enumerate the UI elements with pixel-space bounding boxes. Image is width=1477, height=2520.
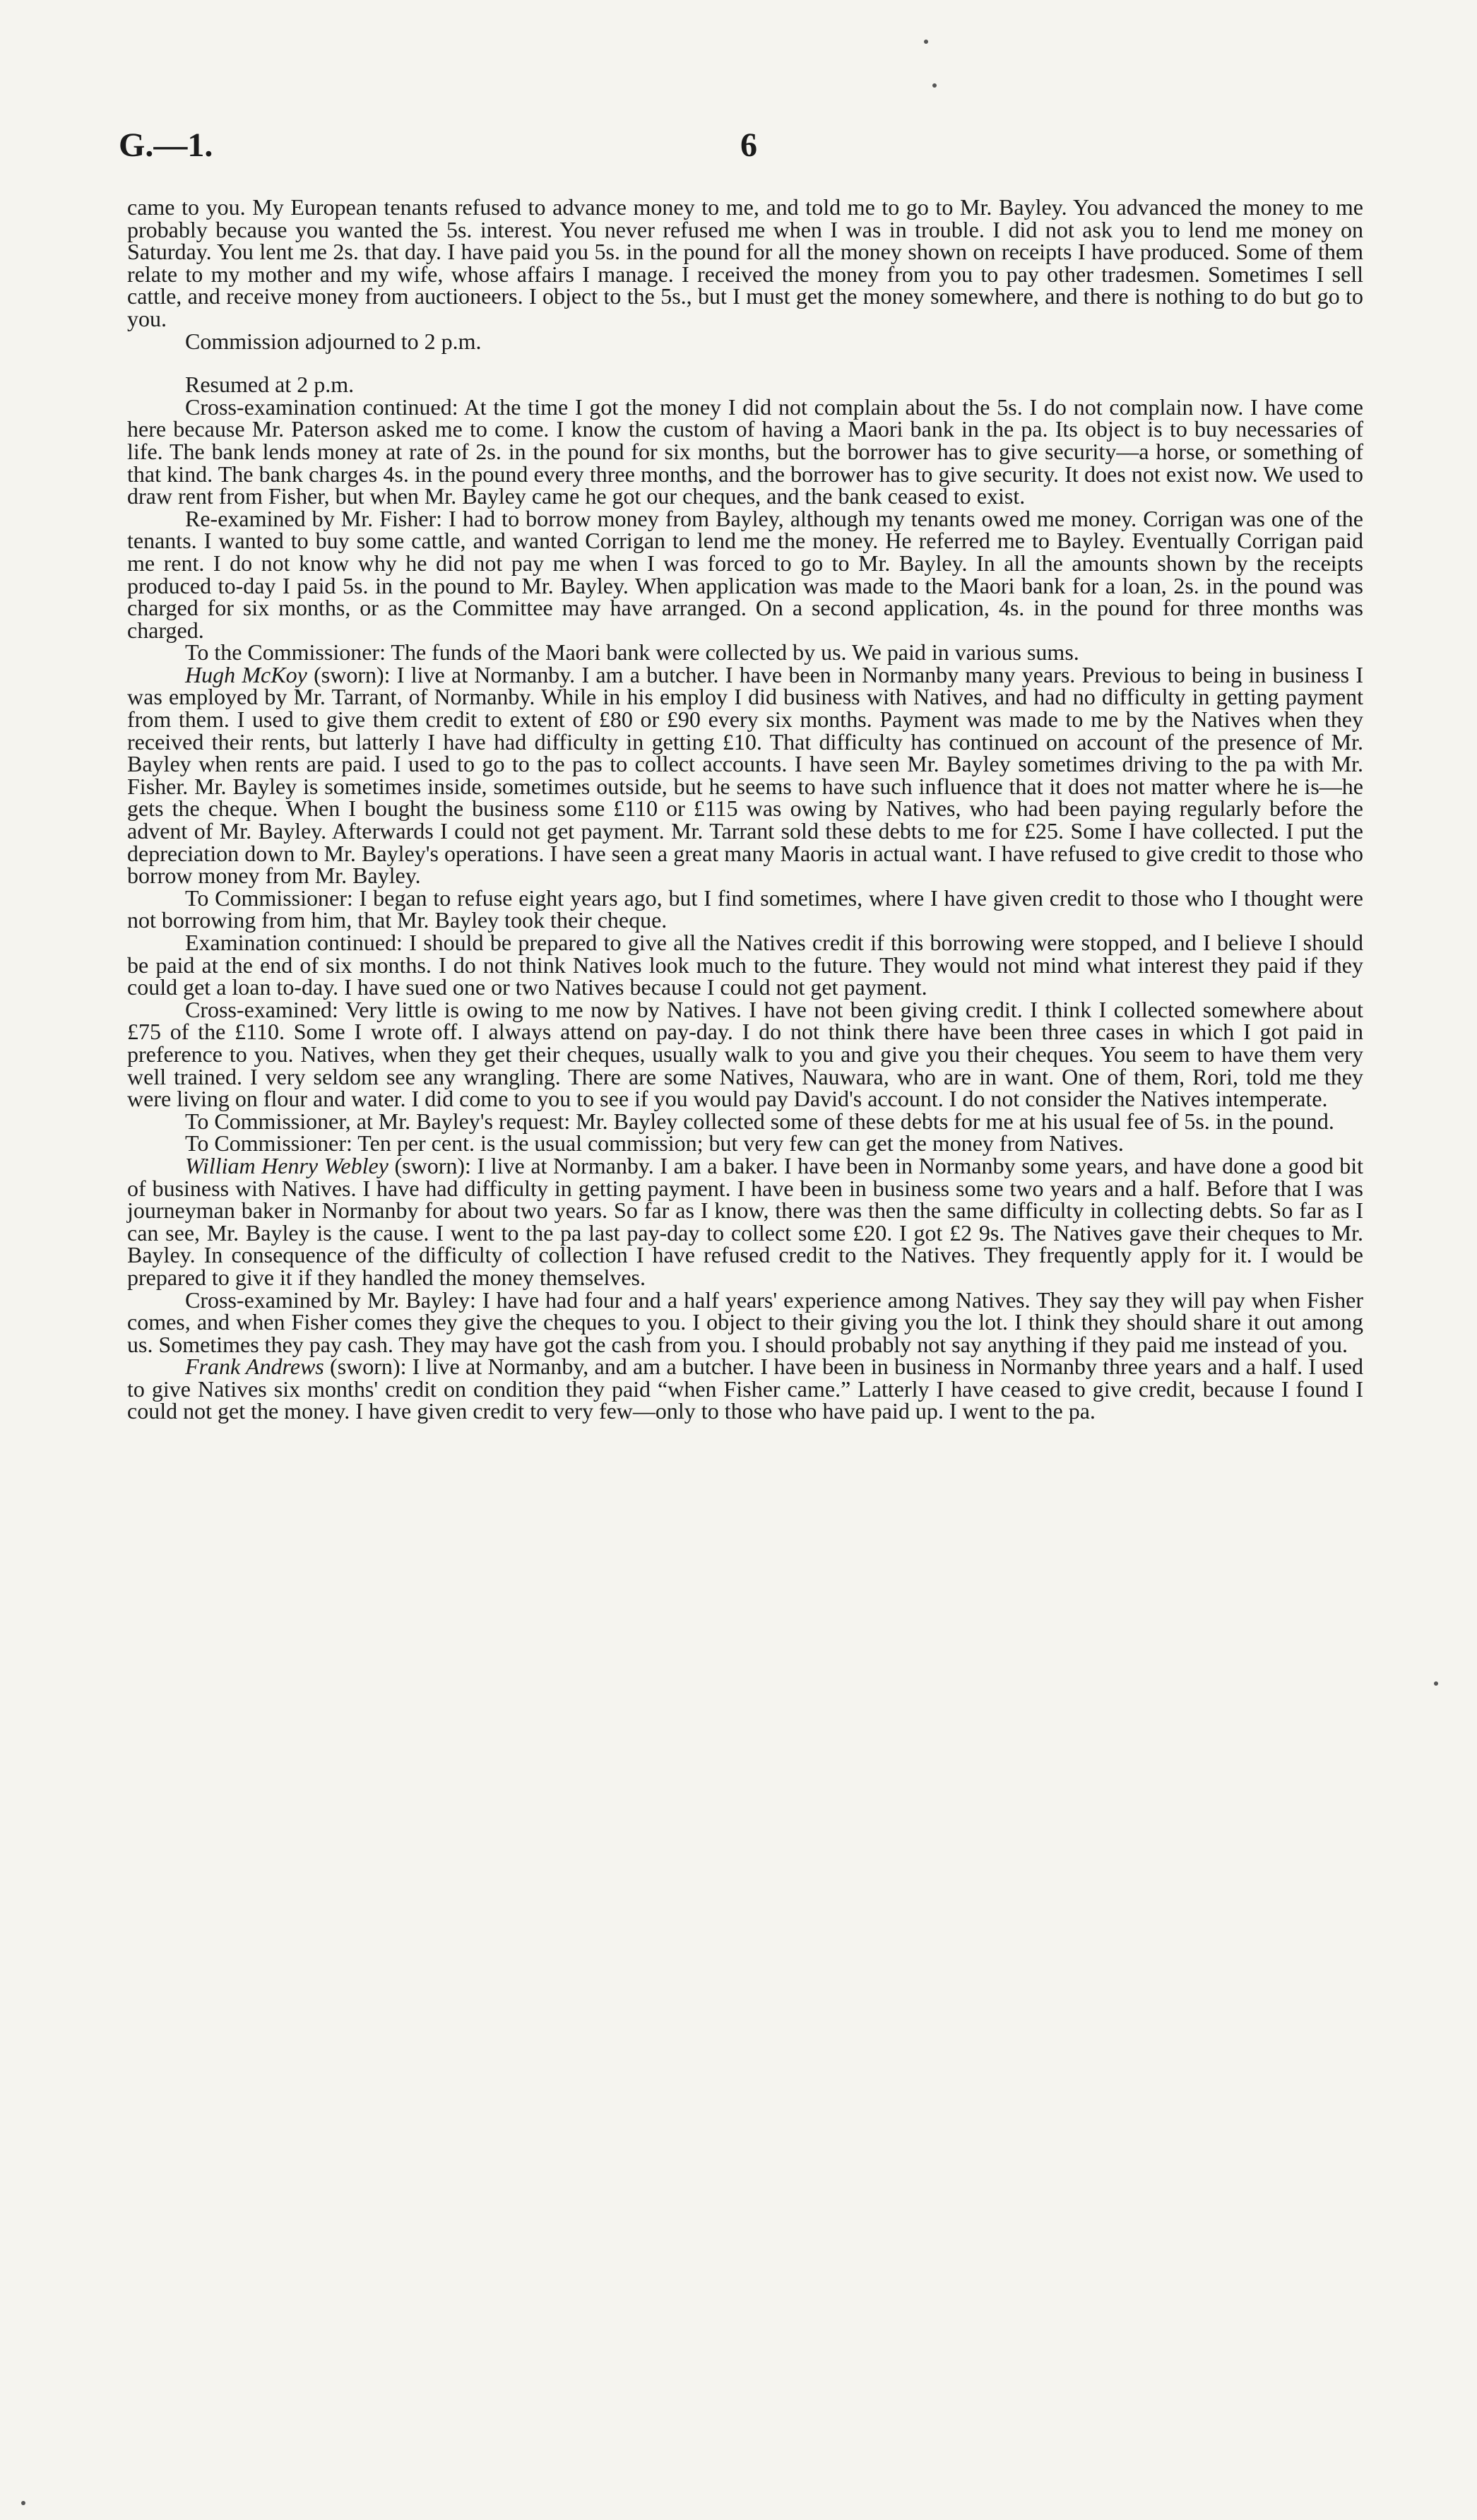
- document-body: [127, 196, 1363, 1423]
- paragraph: Examination continued: I should be prepared to give all the Natives credit if this borrowing were stopped, and I believe I should be paid at the end of six months. I do not think Natives look much to the future. They would not mind what interest they paid if they could get a loan to-day. I have sued one or two Natives because I could not get payment.: [127, 930, 1363, 1000]
- witness-paragraph: [127, 661, 1364, 889]
- witness-testimony: (sworn): I live at Normanby. I am a butcher. I have been in Normanby many years. Previous to being in business I was employed by Mr. Tarrant, of Normanby. While in his employ I did business with Natives, and had no difficulty in getting payment from them. I used to give them credit to extent of £80 or £90 every six months. Payment was made to me by the Natives when they received their rents, but latterly I have had difficulty in getting £10. That difficulty has continued on account of the presence of Mr. Bayley when rents are paid. I used to go to the pas to collect accounts. I have seen Mr. Bayley sometimes driving to the pa with Mr. Fisher. Mr. Bayley is sometimes inside, sometimes outside, but he seems to have such influence that it does not matter where he is—he gets the cheque. When I bought the business some £110 or £115 was owing by Natives, who had been paying regularly before the advent of Mr. Bayley. Afterwards I could not get payment. Mr. Tarrant sold these debts to me for £25. Some I have collected. I put the depreciation down to Mr. Bayley's operations. I have seen a great many Maoris in actual want. I have refused to give credit to those who borrow money from Mr. Bayley.: [127, 661, 1364, 889]
- paragraph: Cross-examination continued: At the time I got the money I did not complain about the 5s. I do not complain now. I have come here because Mr. Paterson asked me to come. I know the custom of having a Maori bank in the pa. Its object is to buy necessaries of life. The bank lends money at rate of 2s. in the pound for six months, but the borrower has to give security—a horse, or something of that kind. The bank charges 4s. in the pound every three months, and the borrower has to give security. It does not exist now. We used to draw rent from Fisher, but when Mr. Bayley came he got our cheques, and the bank ceased to exist.: [127, 394, 1363, 509]
- paragraph: Cross-examined: Very little is owing to me now by Natives. I have not been giving credit. I think I collected somewhere about £75 of the £110. Some I wrote off. I always attend on pay-day. I do not think there have been three cases in which I got paid in preference to you. Natives, when they get their cheques, usually walk to you and give you their cheques. You seem to have them very well trained. I very seldom see any wrangling. There are some Natives, Nauwara, who are in want. One of them, Rori, told me they were living on flour and water. I did come to you to see if you would pay David's account. I do not consider the Natives intemperate.: [127, 996, 1363, 1112]
- paragraph: Resumed at 2 p.m.: [185, 372, 355, 398]
- paragraph: Cross-examined by Mr. Bayley: I have had four and a half years' experience among Natives. They say they will pay when Fisher comes, and when Fisher comes they give the cheques to you. I object to their giving you the lot. I think they should share it out among us. Sometimes they pay cash. They may have got the cash from you. I should probably not say anything if they paid me instead of you.: [127, 1286, 1363, 1357]
- witness-testimony: (sworn): I live at Normanby. I am a baker. I have been in Normanby some years, and have done a good bit of business with Natives. I have had difficulty in getting payment. I have been in business some two years and a half. Before that I was journeyman baker in Normanby for about two years. So far as I know, there was then the same difficulty in collecting debts. So far as I can see, Mr. Bayley is the cause. I went to the pa last pay-day to collect some £20. I got £2 9s. The Natives gave their cheques to Mr. Bayley. In consequence of the difficulty of collection I have refused credit to the Natives. They frequently apply for it. I would be prepared to give it if they handled the money themselves.: [127, 1152, 1364, 1290]
- witness-paragraph: [127, 1356, 1363, 1423]
- page-number: 6: [740, 126, 757, 164]
- paragraph: came to you. My European tenants refused to advance money to me, and told me to go to Mr. Bayley. You advanced the money to me probably because you wanted the 5s. interest. You never refused me when I was in trouble. I did not ask you to lend me money on Saturday. You lent me 2s. that day. I have paid you 5s. in the pound for all the money shown on receipts I have produced. Some of them relate to my mother and my wife, whose affairs I manage. I received the money from you to pay other tradesmen. Sometimes I sell cattle, and receive money from auctioneers. I object to the 5s., but I must get the money somewhere, and there is nothing to do but go to you.: [127, 194, 1363, 331]
- print-speck: [1434, 1681, 1438, 1686]
- witness-name: Hugh McKoy: [185, 661, 307, 687]
- print-speck: [932, 83, 937, 88]
- paragraph: To Commissioner: Ten per cent. is the usual commission; but very few can get the money from Natives.: [185, 1130, 1124, 1157]
- paragraph: Re-examined by Mr. Fisher: I had to borrow money from Bayley, although my tenants owed me money. Corrigan was one of the tenants. I wanted to buy some cattle, and wanted Corrigan to lend me the money. He referred me to Bayley. Eventually Corrigan paid me rent. I do not know why he did not pay me when I was forced to go to Mr. Bayley. In all the amounts shown by the receipts produced to-day I paid 5s. in the pound to Mr. Bayley. When application was made to the Maori bank for a loan, 2s. in the pound was charged for six months, or as the Committee may have arranged. On a second application, 4s. in the pound for three months was charged.: [127, 505, 1363, 643]
- paragraph: To Commissioner, at Mr. Bayley's request: Mr. Bayley collected some of these debts for me at his usual fee of 5s. in the pound.: [185, 1108, 1334, 1134]
- witness-testimony: (sworn): I live at Normanby, and am a butcher. I have been in business in Normanby three years and a half. I used to give Natives six months' credit on condition they paid “when Fisher came.” Latterly I have ceased to give credit, because I found I could not get the money. I have given credit to very few—only to those who have paid up. I went to the pa.: [127, 1354, 1364, 1424]
- print-speck: [924, 40, 928, 44]
- document-reference: G.—1.: [119, 126, 213, 164]
- witness-name: Frank Andrews: [185, 1354, 324, 1380]
- witness-name: William Henry Webley: [185, 1152, 388, 1178]
- witness-paragraph: [127, 1152, 1364, 1290]
- paragraph: Commission adjourned to 2 p.m.: [185, 328, 482, 354]
- paragraph: To the Commissioner: The funds of the Maori bank were collected by us. We paid in various sums.: [185, 639, 1079, 666]
- page-header: [119, 126, 1404, 175]
- print-speck: [21, 2501, 25, 2505]
- paragraph: To Commissioner: I began to refuse eight years ago, but I find sometimes, where I have given credit to those who I thought were not borrowing from him, that Mr. Bayley took their cheque.: [127, 885, 1363, 933]
